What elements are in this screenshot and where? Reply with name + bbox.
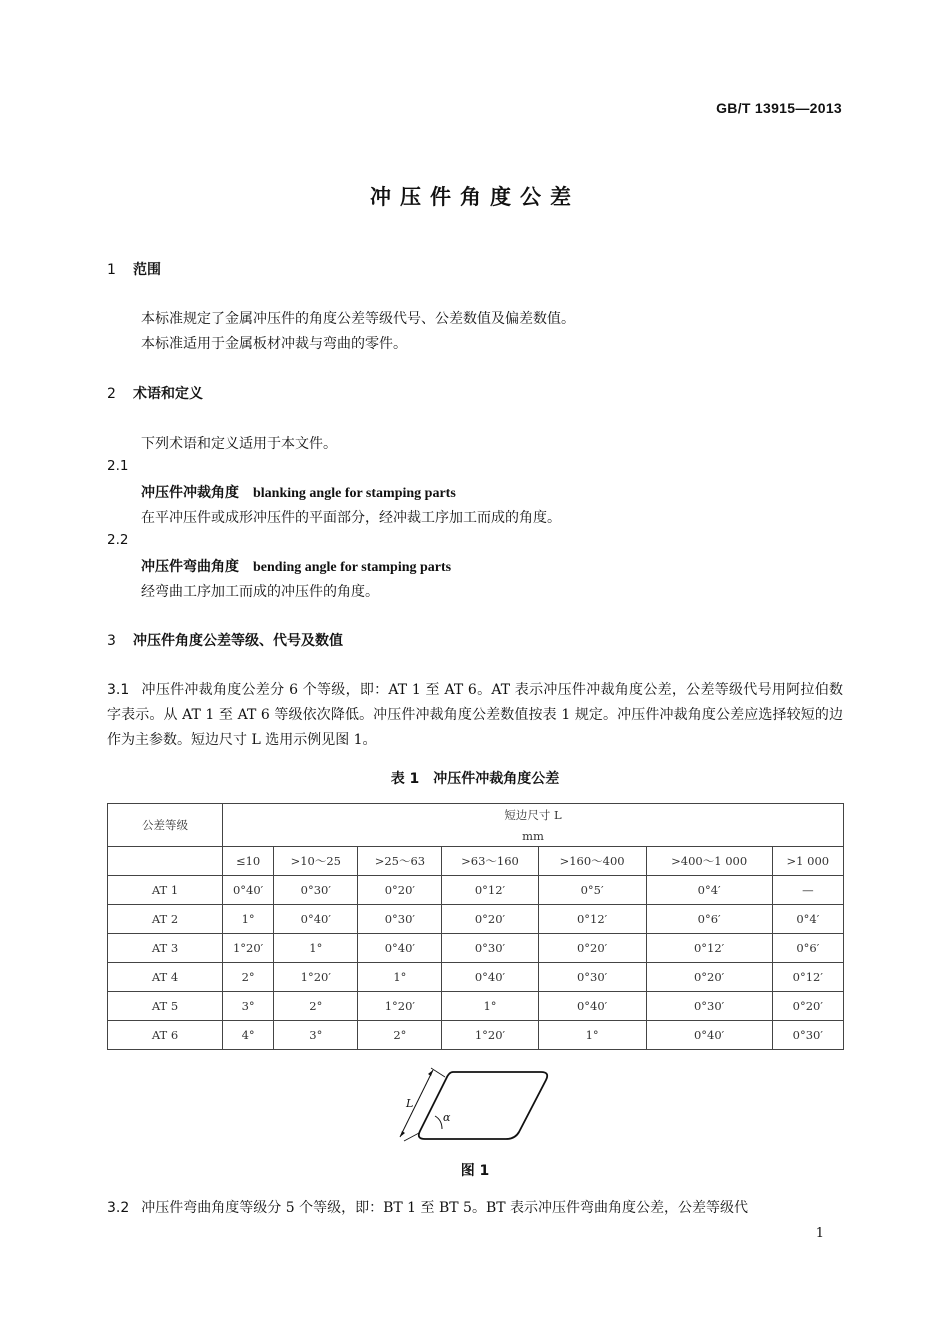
grade-cell: AT 3 xyxy=(108,934,223,963)
value-cell: 1° xyxy=(274,934,358,963)
value-cell: 0°40′ xyxy=(538,992,646,1021)
dimension-arrow xyxy=(400,1131,405,1137)
figure-1-parallelogram xyxy=(395,1065,560,1147)
section-title: 术语和定义 xyxy=(133,386,203,402)
standard-number: GB/T 13915—2013 xyxy=(716,100,842,116)
value-cell: 0°30′ xyxy=(538,963,646,992)
dimension-header: 短边尺寸 L xyxy=(223,804,844,826)
value-cell: 2° xyxy=(274,992,358,1021)
value-cell: 0°20′ xyxy=(442,905,538,934)
value-cell: 0°4′ xyxy=(646,876,772,905)
value-cell: 3° xyxy=(274,1021,358,1050)
grade-cell: AT 5 xyxy=(108,992,223,1021)
term-en: blanking angle for stamping parts xyxy=(253,486,456,501)
term-heading xyxy=(141,556,451,576)
section-2-heading xyxy=(107,383,203,403)
clause-3-2 xyxy=(107,1196,843,1221)
grade-cell: AT 6 xyxy=(108,1021,223,1050)
value-cell: 1°20′ xyxy=(274,963,358,992)
dimension-arrow xyxy=(428,1070,433,1076)
paragraph: 下列术语和定义适用于本文件。 xyxy=(141,436,337,452)
value-cell: 3° xyxy=(223,992,274,1021)
paragraph: 本标准规定了金属冲压件的角度公差等级代号、公差数值及偏差数值。 xyxy=(141,311,575,327)
plate-outline xyxy=(419,1072,547,1139)
value-cell: 1° xyxy=(223,905,274,934)
clause-3-1 xyxy=(107,678,843,753)
term-number: 2.2 xyxy=(107,532,129,548)
term-number: 2.1 xyxy=(107,458,129,474)
term-en: bending angle for stamping parts xyxy=(253,560,452,575)
extension-line xyxy=(431,1068,445,1077)
table-row xyxy=(108,876,844,905)
clause-text: 冲压件弯曲角度等级分 5 个等级，即：BT 1 至 BT 5。BT 表示冲压件弯曲角度公差，公差等级代 xyxy=(141,1200,749,1216)
clause-number: 3.1 xyxy=(107,682,130,698)
column-header: >1 000 xyxy=(772,847,843,876)
value-cell: — xyxy=(772,876,843,905)
term-cn: 冲压件弯曲角度 xyxy=(141,559,239,575)
section-1-heading xyxy=(107,259,161,279)
value-cell: 0°30′ xyxy=(646,992,772,1021)
grade-cell: AT 2 xyxy=(108,905,223,934)
value-cell: 4° xyxy=(223,1021,274,1050)
value-cell: 0°20′ xyxy=(646,963,772,992)
value-cell: 0°40′ xyxy=(358,934,442,963)
column-header: >10～25 xyxy=(274,847,358,876)
value-cell: 1° xyxy=(358,963,442,992)
table-caption: 表 1 冲压件冲裁角度公差 xyxy=(390,771,560,787)
value-cell: 1°20′ xyxy=(223,934,274,963)
column-header: ≤10 xyxy=(223,847,274,876)
value-cell: 0°12′ xyxy=(538,905,646,934)
section-title: 冲压件角度公差等级、代号及数值 xyxy=(133,633,343,649)
value-cell: 1° xyxy=(442,992,538,1021)
section-number: 1 xyxy=(107,262,116,278)
value-cell: 0°40′ xyxy=(442,963,538,992)
value-cell: 0°40′ xyxy=(223,876,274,905)
column-header: >25～63 xyxy=(358,847,442,876)
value-cell: 0°20′ xyxy=(538,934,646,963)
value-cell: 0°20′ xyxy=(358,876,442,905)
value-cell: 1°20′ xyxy=(442,1021,538,1050)
value-cell: 0°12′ xyxy=(646,934,772,963)
label-L: L xyxy=(406,1097,414,1110)
value-cell: 0°4′ xyxy=(772,905,843,934)
grade-header: 公差等级 xyxy=(108,804,223,847)
value-cell: 0°6′ xyxy=(646,905,772,934)
clause-text: 冲压件冲裁角度公差分 6 个等级，即：AT 1 至 AT 6。AT 表示冲压件冲裁角度公差，公差等级代号用阿拉伯数字表示。从 AT 1 至 AT 6 等级依次降低。冲压件冲裁角度公差数值按表 1 规定。冲压件冲裁角度公差应选择较短的边作为主参数。短边尺寸 L 选用示例见图 1。 xyxy=(107,682,843,748)
page-title: 冲压件角度公差 xyxy=(370,185,580,209)
value-cell: 0°40′ xyxy=(646,1021,772,1050)
dimension-line xyxy=(400,1070,433,1137)
table-row xyxy=(108,1021,844,1050)
value-cell: 0°12′ xyxy=(772,963,843,992)
value-cell: 2° xyxy=(223,963,274,992)
value-cell: 1°20′ xyxy=(358,992,442,1021)
table-row xyxy=(108,934,844,963)
column-header: >63～160 xyxy=(442,847,538,876)
term-definition: 在平冲压件或成形冲压件的平面部分，经冲裁工序加工而成的角度。 xyxy=(141,510,561,526)
grade-cell: AT 4 xyxy=(108,963,223,992)
section-3-heading xyxy=(107,630,343,650)
value-cell: 2° xyxy=(358,1021,442,1050)
section-number: 3 xyxy=(107,633,116,649)
grade-header-spacer xyxy=(108,847,223,876)
paragraph: 本标准适用于金属板材冲裁与弯曲的零件。 xyxy=(141,336,407,352)
value-cell: 0°5′ xyxy=(538,876,646,905)
section-number: 2 xyxy=(107,386,116,402)
value-cell: 0°40′ xyxy=(274,905,358,934)
figure-caption: 图 1 xyxy=(460,1163,490,1179)
value-cell: 1° xyxy=(538,1021,646,1050)
section-title: 范围 xyxy=(133,262,161,278)
angle-arc xyxy=(435,1116,442,1129)
value-cell: 0°30′ xyxy=(358,905,442,934)
column-header: >160～400 xyxy=(538,847,646,876)
extension-line xyxy=(404,1133,419,1141)
table-row xyxy=(108,992,844,1021)
value-cell: 0°30′ xyxy=(274,876,358,905)
tolerance-table xyxy=(107,803,844,1050)
value-cell: 0°30′ xyxy=(442,934,538,963)
term-cn: 冲压件冲裁角度 xyxy=(141,485,239,501)
table-row xyxy=(108,905,844,934)
unit-header: mm xyxy=(223,825,844,847)
label-alpha: α xyxy=(443,1111,451,1124)
value-cell: 0°12′ xyxy=(442,876,538,905)
value-cell: 0°6′ xyxy=(772,934,843,963)
term-definition: 经弯曲工序加工而成的冲压件的角度。 xyxy=(141,584,379,600)
page-number: 1 xyxy=(815,1226,824,1241)
table-row xyxy=(108,963,844,992)
clause-number: 3.2 xyxy=(107,1200,130,1216)
grade-cell: AT 1 xyxy=(108,876,223,905)
term-heading xyxy=(141,482,456,502)
value-cell: 0°20′ xyxy=(772,992,843,1021)
value-cell: 0°30′ xyxy=(772,1021,843,1050)
column-header: >400～1 000 xyxy=(646,847,772,876)
